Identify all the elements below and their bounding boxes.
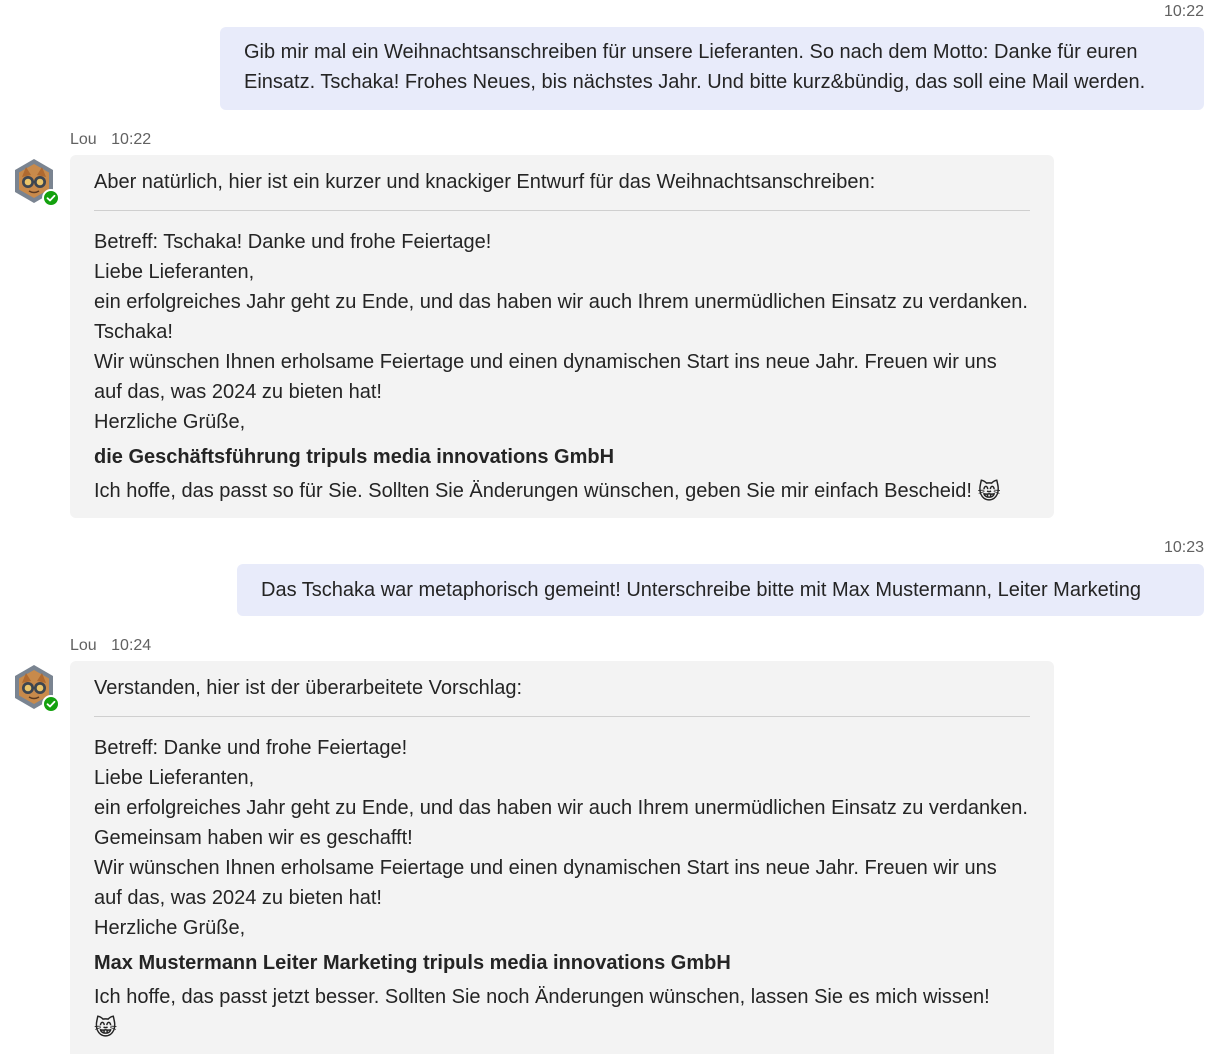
divider [94, 716, 1030, 717]
message-meta [70, 131, 151, 149]
mail-body-paragraph: ein erfolgreiches Jahr geht zu Ende, und das haben wir auch Ihrem unermüdlichen Einsatz zu verdanken. Gemeinsam haben wir es geschafft! [94, 797, 1028, 849]
grinning-cat-emoji-icon: 😸 [977, 479, 1001, 504]
mail-subject: Betreff: Tschaka! Danke und frohe Feiertage! [94, 231, 492, 253]
grinning-cat-emoji-icon: 😸 [94, 1015, 117, 1040]
message-timestamp: 10:22 [111, 131, 152, 148]
mail-body-paragraph: Wir wünschen Ihnen erholsame Feiertage und einen dynamischen Start ins neue Jahr. Freuen wir uns auf das, was 2024 zu bieten hat! [94, 351, 997, 403]
message-outro-text: Ich hoffe, das passt jetzt besser. Sollten Sie noch Änderungen wünschen, lassen Sie es mich wissen! [94, 986, 990, 1008]
mail-signature: die Geschäftsführung tripuls media innovations GmbH [94, 446, 615, 468]
divider [94, 210, 1030, 211]
mail-salutation: Liebe Lieferanten, [94, 767, 255, 789]
mail-salutation: Liebe Lieferanten, [94, 261, 255, 283]
message-meta [70, 637, 151, 655]
available-check-icon [42, 189, 60, 207]
message-outro-text: Ich hoffe, das passt so für Sie. Sollten Sie Änderungen wünschen, geben Sie mir einfach Bescheid! [94, 480, 972, 502]
message-timestamp: 10:23 [1163, 539, 1204, 556]
bot-avatar-icon[interactable] [10, 157, 58, 205]
message-bubble-outgoing[interactable] [237, 564, 1204, 616]
message-timestamp: 10:24 [111, 637, 152, 654]
message-outro [94, 982, 1030, 1043]
mail-signature: Max Mustermann Leiter Marketing tripuls media innovations GmbH [94, 952, 731, 974]
bot-avatar-icon[interactable] [10, 663, 58, 711]
available-check-icon [42, 695, 60, 713]
message-outro [94, 476, 1030, 507]
message-bubble-incoming[interactable] [70, 661, 1054, 1054]
mail-closing: Herzliche Grüße, [94, 917, 246, 939]
mail-body-paragraph: ein erfolgreiches Jahr geht zu Ende, und das haben wir auch Ihrem unermüdlichen Einsatz zu verdanken. Tschaka! [94, 291, 1028, 343]
message-text: Gib mir mal ein Weihnachtsanschreiben für unsere Lieferanten. So nach dem Motto: Danke für euren Einsatz. Tschaka! Frohes Neues, bis nächstes Jahr. Und bitte kurz&bündig, das soll eine Mail werden. [244, 41, 1146, 93]
sender-name[interactable]: Lou [70, 131, 97, 148]
mail-subject: Betreff: Danke und frohe Feiertage! [94, 737, 408, 759]
message-bubble-outgoing[interactable] [220, 27, 1204, 110]
message-intro: Aber natürlich, hier ist ein kurzer und knackiger Entwurf für das Weihnachtsanschreiben: [94, 171, 876, 193]
message-bubble-incoming[interactable] [70, 155, 1054, 518]
mail-body-paragraph: Wir wünschen Ihnen erholsame Feiertage und einen dynamischen Start ins neue Jahr. Freuen wir uns auf das, was 2024 zu bieten hat! [94, 857, 997, 909]
message-timestamp: 10:22 [1163, 3, 1204, 20]
message-text: Das Tschaka war metaphorisch gemeint! Unterschreibe bitte mit Max Mustermann, Leiter Marketing [261, 579, 1141, 601]
sender-name[interactable]: Lou [70, 637, 97, 654]
message-intro: Verstanden, hier ist der überarbeitete Vorschlag: [94, 677, 523, 699]
mail-closing: Herzliche Grüße, [94, 411, 246, 433]
